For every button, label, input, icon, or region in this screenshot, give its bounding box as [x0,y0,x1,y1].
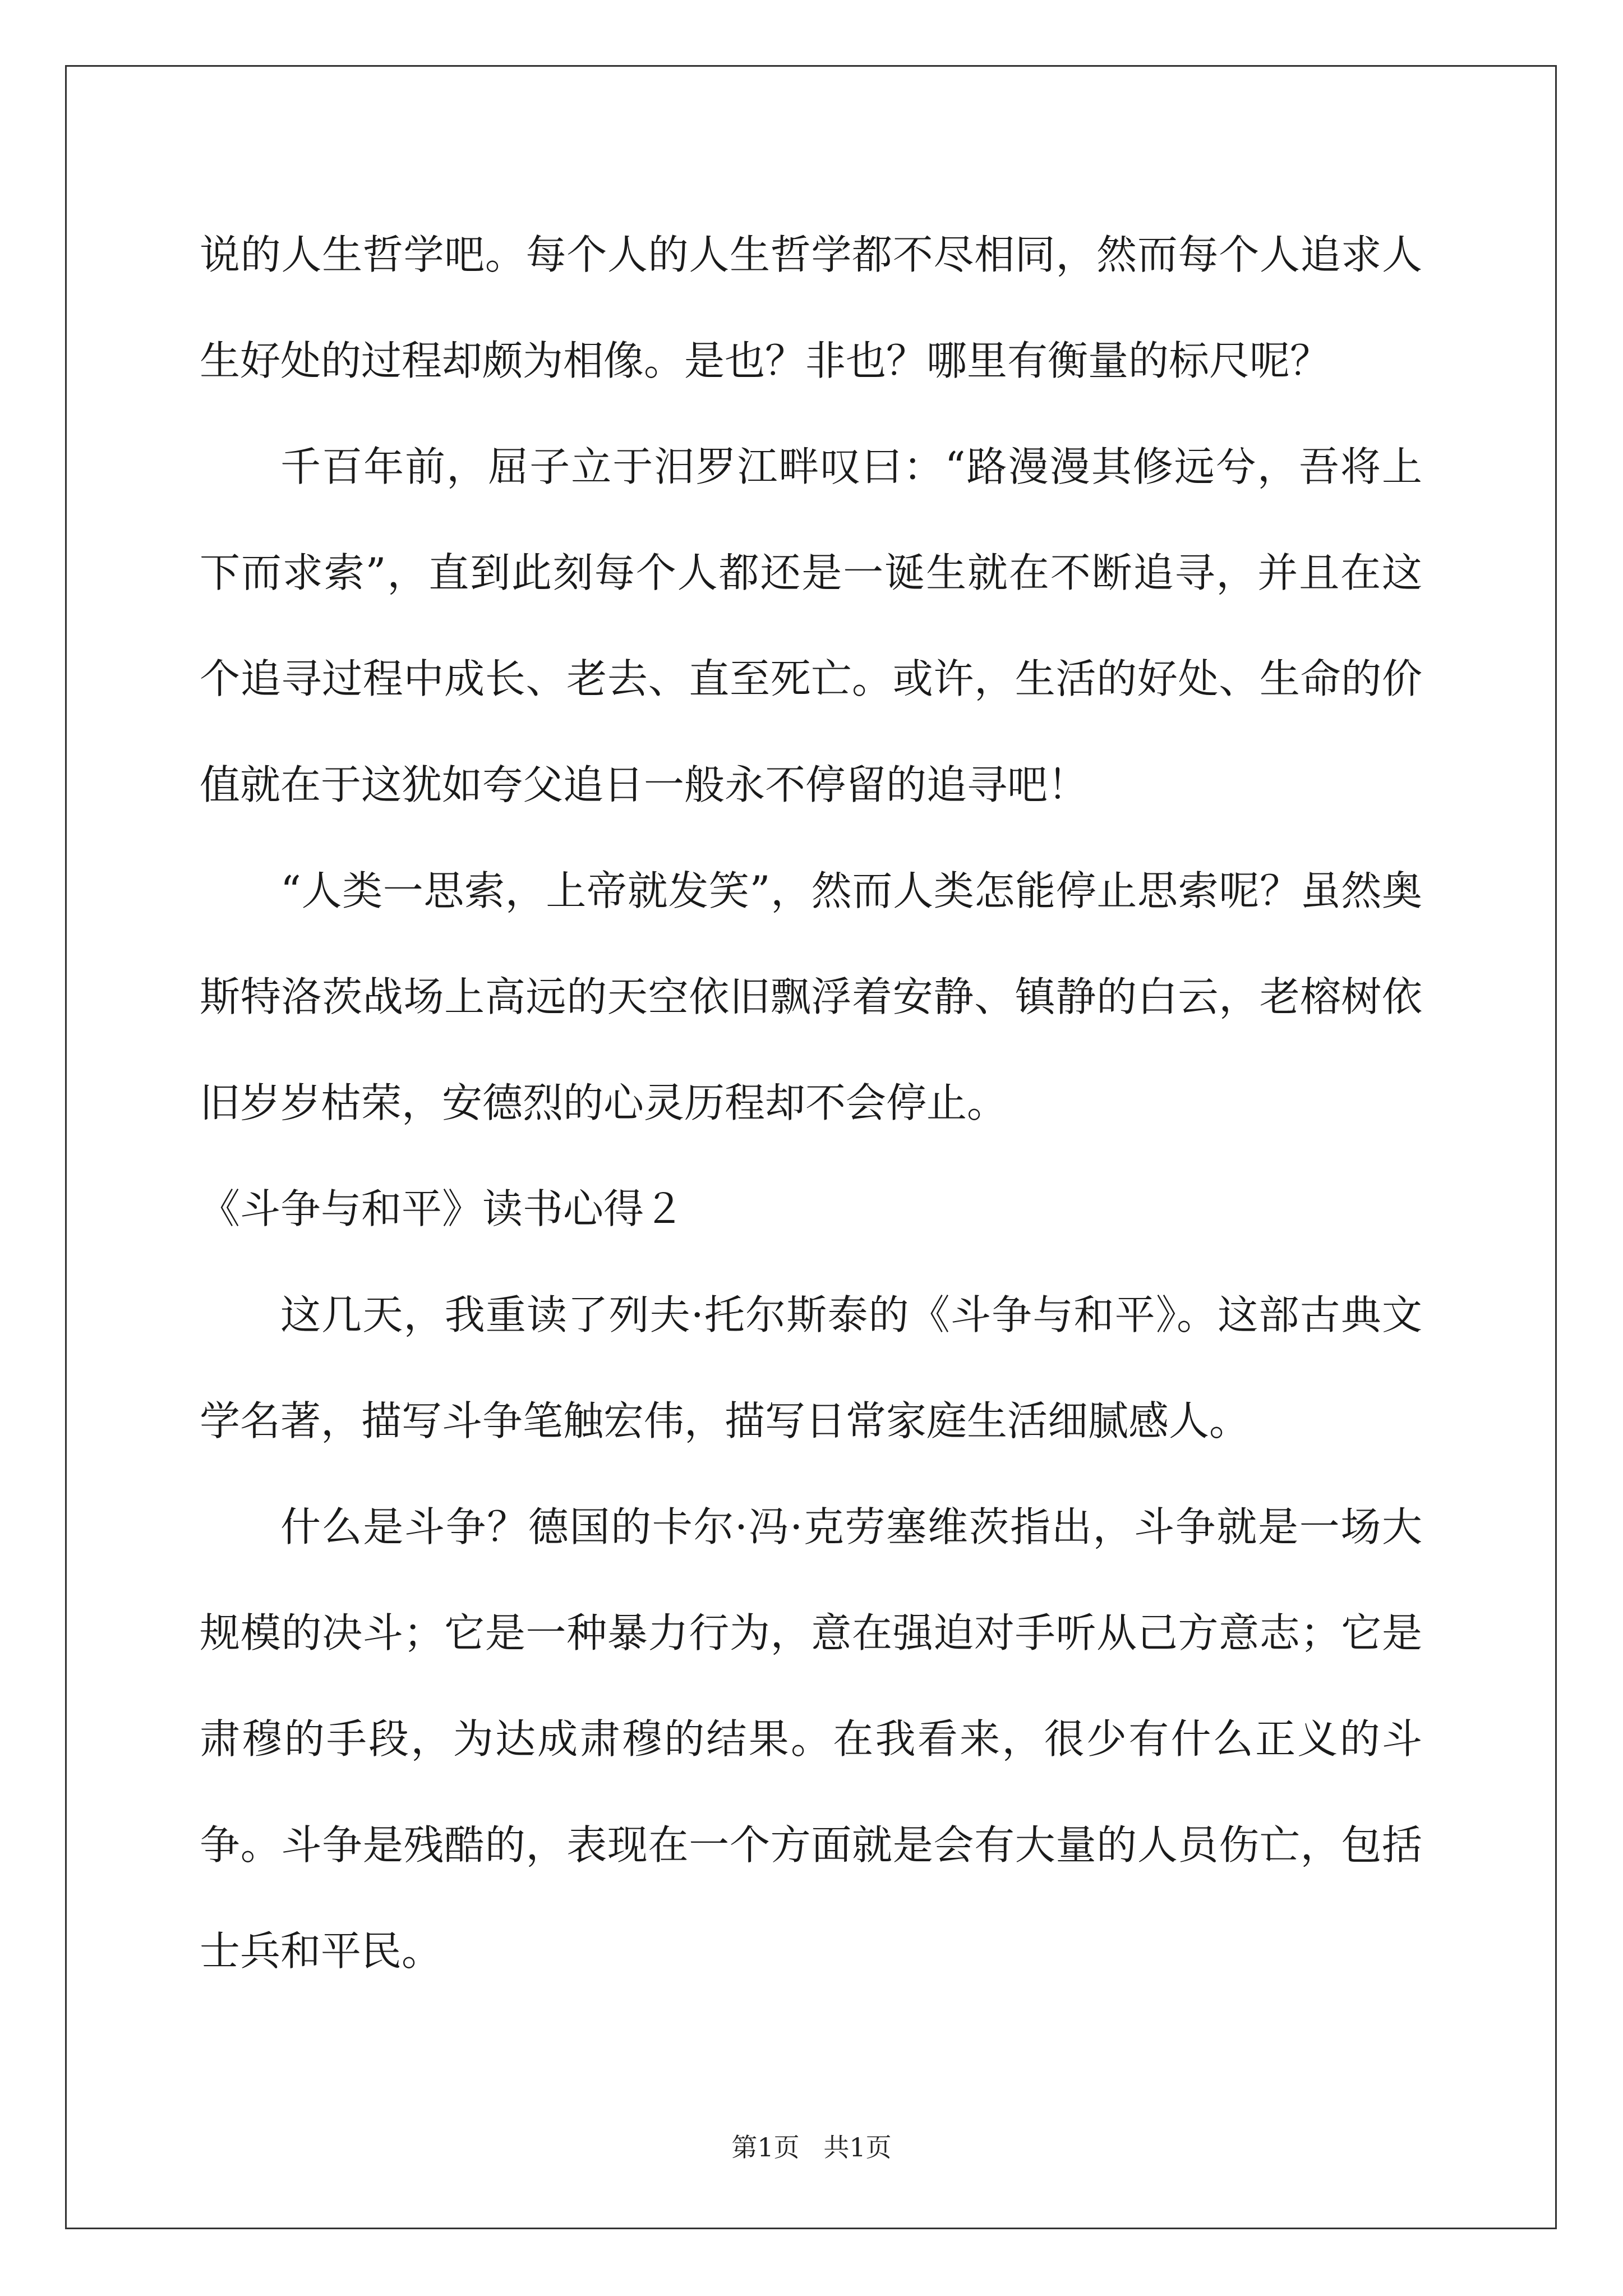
page-total: 共1页 [823,2132,892,2162]
paragraph-1: 说的人生哲学吧。每个人的人生哲学都不尽相同，然而每个人追求人生好处的过程却颇为相像。是也？非也？哪里有衡量的标尺呢？ [200,231,1422,384]
paragraph-5: 什么是斗争？德国的卡尔·冯·克劳塞维茨指出，斗争就是一场大规模的决斗；它是一种暴力行为，意在强迫对手听从己方意志；它是肃穆的手段，为达成肃穆的结果。在我看来，很少有什么正义的斗争。斗争是残酷的，表现在一个方面就是会有大量的人员伤亡，包括士兵和平民。 [200,1503,1422,1975]
paragraph-4: 这几天，我重读了列夫·托尔斯泰的《斗争与和平》。这部古典文学名著，描写斗争笔触宏伟，描写日常家庭生活细腻感人。 [200,1291,1422,1444]
paragraph-3: “人类一思索，上帝就发笑”，然而人类怎能停止思索呢？虽然奥斯特洛茨战场上高远的天空依旧飘浮着安静、镇静的白云，老榕树依旧岁岁枯荣，安德烈的心灵历程却不会停止。 [200,867,1422,1126]
section-title: 《斗争与和平》读书心得２ [200,1185,685,1232]
page-number: 第1页 [731,2132,800,2162]
page-footer [0,2131,1623,2164]
paragraph-2: 千百年前，屈子立于汨罗江畔叹曰：“路漫漫其修远兮，吾将上下而求索”，直到此刻每个人都还是一诞生就在不断追寻，并且在这个追寻过程中成长、老去、直至死亡。或许，生活的好处、生命的价值就在于这犹如夸父追日一般永不停留的追寻吧！ [200,443,1422,808]
document-body [200,202,1422,2004]
